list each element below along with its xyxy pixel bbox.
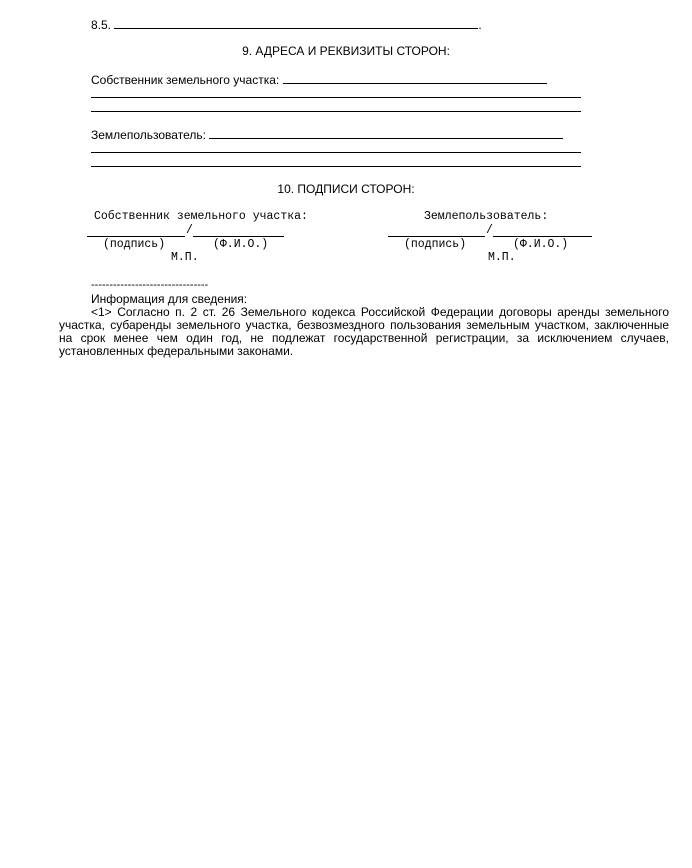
left-signature-slash: / <box>186 224 193 237</box>
section-9-heading: 9. АДРЕСА И РЕКВИЗИТЫ СТОРОН: <box>242 44 450 58</box>
footnote-title: Информация для сведения: <box>91 292 248 306</box>
right-signature-line <box>388 236 485 237</box>
user-address-blank <box>209 127 563 139</box>
owner-address-row <box>91 72 547 87</box>
owner-address-label: Собственник земельного участка: <box>91 73 280 87</box>
user-address-line-2 <box>91 152 581 153</box>
clause-blank-line <box>114 17 478 29</box>
section-10-heading: 10. ПОДПИСИ СТОРОН: <box>277 182 415 196</box>
user-address-label: Землепользователь: <box>91 128 206 142</box>
owner-address-line-2 <box>91 97 581 98</box>
right-name-caption: (Ф.И.О.) <box>513 238 569 251</box>
right-stamp: М.П. <box>488 251 516 264</box>
left-signature-line <box>87 236 185 237</box>
user-address-row <box>91 127 563 142</box>
owner-address-blank <box>283 72 547 84</box>
footnote-text: <1> Согласно п. 2 ст. 26 Земельного кодекса Российской Федерации договоры аренды земельного участка, субаренды земельного участка, безвозмездного пользования земельным участком, заключенные на срок менее чем один год, не подлежат государственной регистрации, за исключением случаев, установленных федеральными законами. <box>59 305 669 358</box>
left-name-line <box>193 236 284 237</box>
left-sign-caption: (подпись) <box>103 238 166 251</box>
clause-trailing-period: . <box>478 18 482 32</box>
owner-address-line-3 <box>91 111 581 112</box>
clause-number: 8.5. <box>91 18 112 32</box>
right-name-line <box>493 236 592 237</box>
right-signature-title: Землепользователь: <box>424 210 549 223</box>
right-sign-caption: (подпись) <box>404 238 467 251</box>
left-name-caption: (Ф.И.О.) <box>213 238 269 251</box>
left-signature-title: Собственник земельного участка: <box>94 210 308 223</box>
footnote-body <box>59 306 669 358</box>
right-signature-slash: / <box>486 224 493 237</box>
footnote-divider: -------------------------------- <box>91 279 209 291</box>
user-address-line-3 <box>91 166 581 167</box>
left-stamp: М.П. <box>171 251 199 264</box>
clause-8-5 <box>91 17 482 32</box>
